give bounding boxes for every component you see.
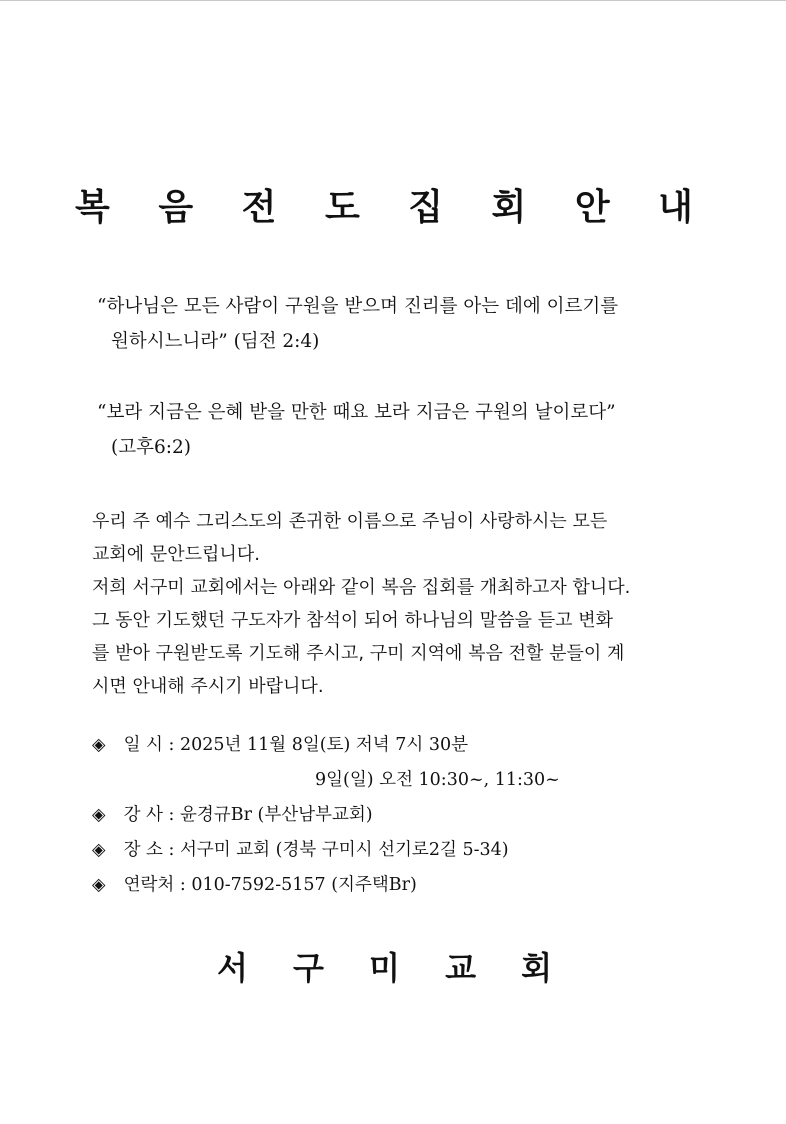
place-value: 서구미 교회 (경북 구미시 선기로2길 5-34) [180,840,509,860]
bible-verse-1 [97,289,717,359]
datetime-label: 일 시 : [123,735,175,755]
diamond-bullet-icon: ◈ [92,840,106,860]
diamond-bullet-icon: ◈ [92,735,106,755]
datetime-row [92,728,712,763]
place-row [92,833,712,868]
top-border-line [0,0,786,1]
event-details [92,728,712,903]
body-line: 우리 주 예수 그리스도의 존귀한 이름으로 주님이 사랑하시는 모든 [92,511,608,532]
diamond-bullet-icon: ◈ [92,805,106,825]
body-line: 교회에 문안드립니다. [92,544,260,565]
bible-verse-2 [97,395,717,465]
place-label: 장 소 : [123,840,175,860]
speaker-value: 윤경규Br (부산남부교회) [180,805,373,825]
page-title: 복 음 전 도 집 회 안 내 [75,187,711,228]
body-line: 시면 안내해 주시기 바랍니다. [92,676,324,697]
greeting-paragraph [92,505,712,703]
diamond-bullet-icon: ◈ [92,875,106,895]
datetime-row-continued [92,763,712,798]
body-line: 를 받아 구원받도록 기도해 주시고, 구미 지역에 복음 전할 분들이 계 [92,643,625,664]
contact-value: 010-7592-5157 (지주택Br) [191,875,417,895]
datetime-value-2: 9일(일) 오전 10:30~, 11:30~ [315,770,560,790]
contact-label: 연락처 : [123,875,186,895]
verse-1-line-1: “하나님은 모든 사람이 구원을 받으며 진리를 아는 데에 이르기를 [97,296,619,317]
datetime-value: 2025년 11월 8일(토) 저녁 7시 30분 [180,735,469,755]
body-line: 그 동안 기도했던 구도자가 참석이 되어 하나님의 말씀을 듣고 변화 [92,610,613,631]
speaker-label: 강 사 : [123,805,175,825]
contact-row [92,868,712,903]
verse-2-line-2: (고후6:2) [111,437,191,458]
verse-2-line-1: “보라 지금은 은혜 받을 만한 때요 보라 지금은 구원의 날이로다” [97,402,616,423]
church-name-footer: 서 구 미 교 회 [216,949,570,987]
speaker-row [92,798,712,833]
verse-1-line-2: 원하시느니라” (딤전 2:4) [111,331,320,352]
body-line: 저희 서구미 교회에서는 아래와 같이 복음 집회를 개최하고자 합니다. [92,577,631,598]
